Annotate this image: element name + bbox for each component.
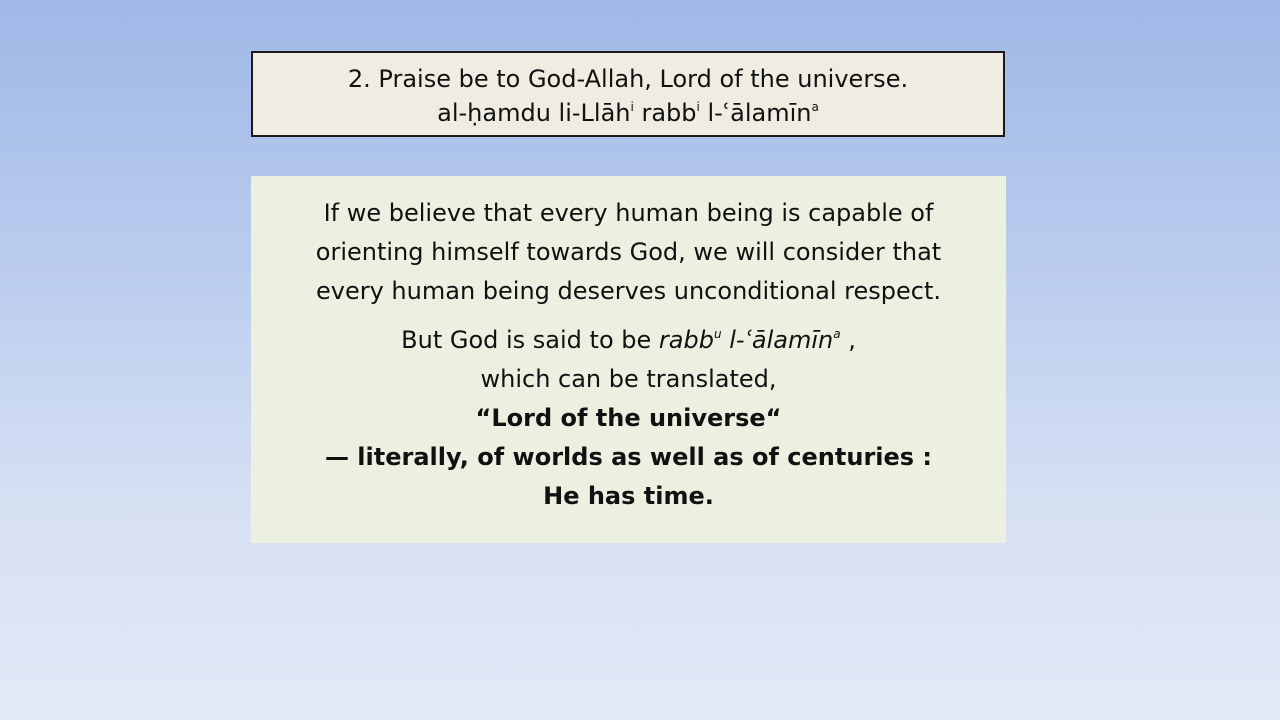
- verse-title-box: [251, 51, 1005, 137]
- text-line: which can be translated,: [480, 365, 777, 393]
- text-line: But God is said to be rabb$^u$ l-ʿālamīn$^a$ ,: [401, 326, 856, 354]
- verse-transliteration: al-ḥamdu li-Llāh$^i$ rabb$^i$ l-ʿālamīn$^a$: [437, 99, 819, 127]
- text-line-bold: He has time.: [543, 482, 714, 510]
- verse-translation: 2. Praise be to God-Allah, Lord of the universe.: [347, 65, 909, 93]
- text-line: orienting himself towards God, we will consider that: [315, 238, 942, 266]
- text-line-bold: — literally, of worlds as well as of centuries :: [324, 443, 933, 471]
- text-line: every human being deserves unconditional respect.: [316, 277, 941, 305]
- text-line: If we believe that every human being is capable of: [323, 199, 934, 227]
- commentary-paragraph-2: [251, 321, 1006, 516]
- text-line-bold: “Lord of the universe“: [475, 404, 782, 432]
- commentary-box: [251, 176, 1006, 543]
- commentary-paragraph-1: [251, 194, 1006, 311]
